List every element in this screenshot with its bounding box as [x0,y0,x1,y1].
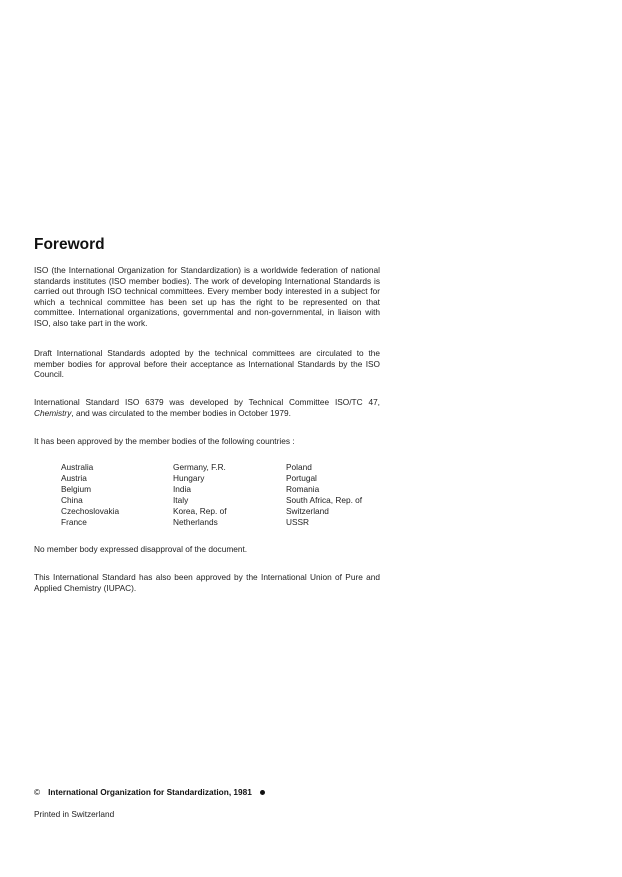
country-item: Portugal [286,473,317,483]
paragraph-development-part2: , and was circulated to the member bodies in October 1979. [71,407,291,418]
country-item: Switzerland [286,506,329,516]
country-item: Austria [61,473,87,483]
country-column-3 [286,462,396,528]
country-item: India [173,484,191,494]
country-item: China [61,495,83,505]
paragraph-development [34,397,380,418]
paragraph-development-italic: Chemistry [34,407,72,418]
country-item: Germany, F.R. [173,462,226,472]
country-list [61,462,391,528]
country-item: Czechoslovakia [61,506,120,516]
paragraph-iupac: This International Standard has also been approved by the International Union of Pure and Applied Chemistry (IUPAC). [34,572,380,593]
paragraph-no-disapproval: No member body expressed disapproval of the document. [34,544,248,554]
country-item: Poland [286,462,312,472]
country-column-1 [61,462,171,528]
country-item: Australia [61,462,94,472]
copyright-text: International Organization for Standardization, 1981 [48,787,252,797]
country-item: Italy [173,495,189,505]
printed-in: Printed in Switzerland [34,809,115,819]
copyright-line [34,787,265,797]
paragraph-development-part1: International Standard ISO 6379 was developed by Technical Committee ISO/TC 47, [34,397,380,407]
paragraph-iso-intro: ISO (the International Organization for Standardization) is a worldwide federation of national standards institutes (ISO member bodies). The work of developing International Standards is carried out through ISO technical committees. Every member body interested in a subject for which a technical committee has been set up has the right to be represented on that committee. International organizations, governmental and non-governmental, in liaison with ISO, also take part in the work. [34,265,380,328]
country-item: Netherlands [173,517,218,527]
paragraph-approval: It has been approved by the member bodies of the following countries : [34,436,295,446]
paragraph-draft-standards: Draft International Standards adopted by the technical committees are circulated to the member bodies for approval before their acceptance as International Standards by the ISO Council. [34,348,380,380]
copyright-icon: © [34,787,41,797]
country-column-2 [173,462,283,528]
country-item: South Africa, Rep. of [286,495,363,505]
country-item: Romania [286,484,320,494]
country-item: Belgium [61,484,91,494]
country-item: Korea, Rep. of [173,506,227,516]
country-item: USSR [286,517,310,527]
page-title: Foreword [34,236,105,253]
country-item: France [61,517,87,527]
country-item: Hungary [173,473,205,483]
bullet-dot-icon [260,790,265,795]
